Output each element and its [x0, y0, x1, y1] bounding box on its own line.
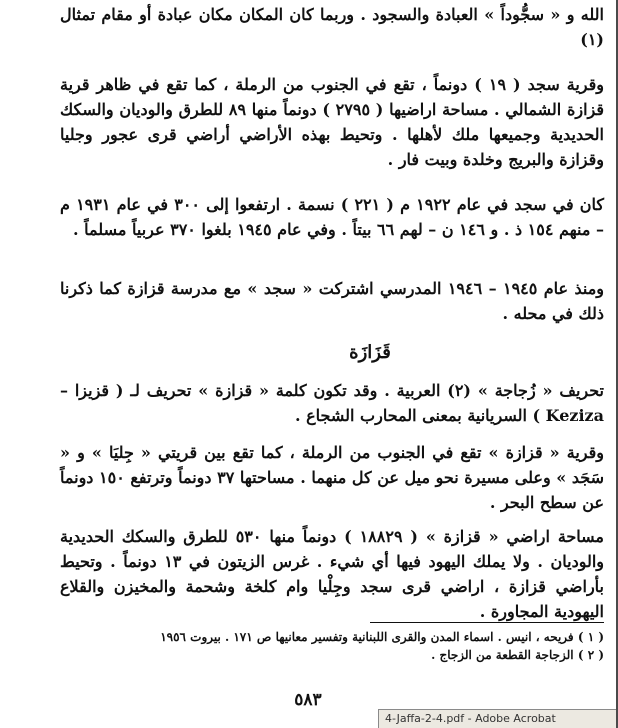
footnote-1: ( ١ ) فريحه ، انيس . اسماء المدن والقرى اللبنانية وتفسير معانيها ص ١٧١ . بيروت ١٩٥٦: [160, 630, 604, 644]
paragraph-text: الله و « سجُّوداً » العبادة والسجود . وربما كان المكان مكان عبادة أو مقام تمثال (١): [60, 5, 604, 49]
paragraph-text: وقرية سجد ( ١٩ ) دونماً ، تقع في الجنوب من الرملة ، كما تقع في ظاهر قرية قزازة الشمالي . مساحة اراضيها ( ٢٧٩٥ ) دونماً منها ٨٩ للطرق والوديان والسكك الحديدية وجميعها ملك لأهلها . وتحيط بهذه الأراضي أراضي قرى عجور وجليا وقزازة والبريج وخلدة وبيت فار .: [60, 75, 604, 169]
paragraph-text: كان في سجد في عام ١٩٢٢ م ( ٢٢١ ) نسمة . ارتفعوا إلى ٣٠٠ في عام ١٩٣١ م – منهم ١٥٤ ذ . و ١٤٦ ن – لهم ٦٦ بيتاً . وفي عام ١٩٤٥ بلغوا ٣٧٠ عربياً مسلماً .: [60, 195, 604, 239]
paragraph-sajad-school: [60, 276, 604, 326]
footnote-2: ( ٢ ) الزجاجة القطعة من الزجاج .: [431, 648, 604, 662]
paragraph-text: تحريف « زُجاجة » (٢) العربية . وقد تكون كلمة « قزازة » تحريف لـ ( قزيزا – Keziza ) السريانية بمعنى المحارب الشجاع .: [60, 381, 605, 425]
paragraph-sajad-location: [60, 72, 604, 172]
paragraph-text: وقرية « قزازة » تقع في الجنوب من الرملة ، كما تقع بين قريتي « جِليَا » و « سَجَد » وعلى مسيرة نحو ميل عن كل منهما . مساحتها ٣٧ دونماً وترتفع ١٥٠ دونماً عن سطح البحر .: [60, 443, 605, 512]
footnote-divider: [370, 622, 604, 623]
section-heading-qazaza: قَزَازَة: [349, 342, 391, 363]
paragraph-intro: [60, 2, 604, 52]
paragraph-text: مساحة اراضي « قزازة » ( ١٨٨٢٩ ) دونماً منها ٥٣٠ للطرق والسكك الحديدية والوديان . ولا يملك اليهود فيها أي شيء . غرس الزيتون في ١٣ دونماً . وتحيط بأراضي قزازة ، اراضي قرى سجد وجِلْيا وام كلخة وشحمة والمخيزن والقلاع اليهودية المجاورة .: [60, 527, 605, 621]
paragraph-qazaza-lands: [60, 524, 604, 624]
paragraph-text: ومنذ عام ١٩٤٥ – ١٩٤٦ المدرسي اشتركت « سجد » مع مدرسة قزازة كما ذكرنا ذلك في محله .: [60, 279, 605, 323]
paragraph-qazaza-etymology: [60, 378, 604, 428]
paragraph-sajad-population: [60, 192, 604, 242]
page-number: ٥٨٣: [294, 690, 322, 710]
footnotes: [60, 628, 604, 664]
paragraph-qazaza-location: [60, 440, 604, 515]
window-title-tab[interactable]: 4-Jaffa-2-4.pdf - Adobe Acrobat: [378, 709, 616, 728]
